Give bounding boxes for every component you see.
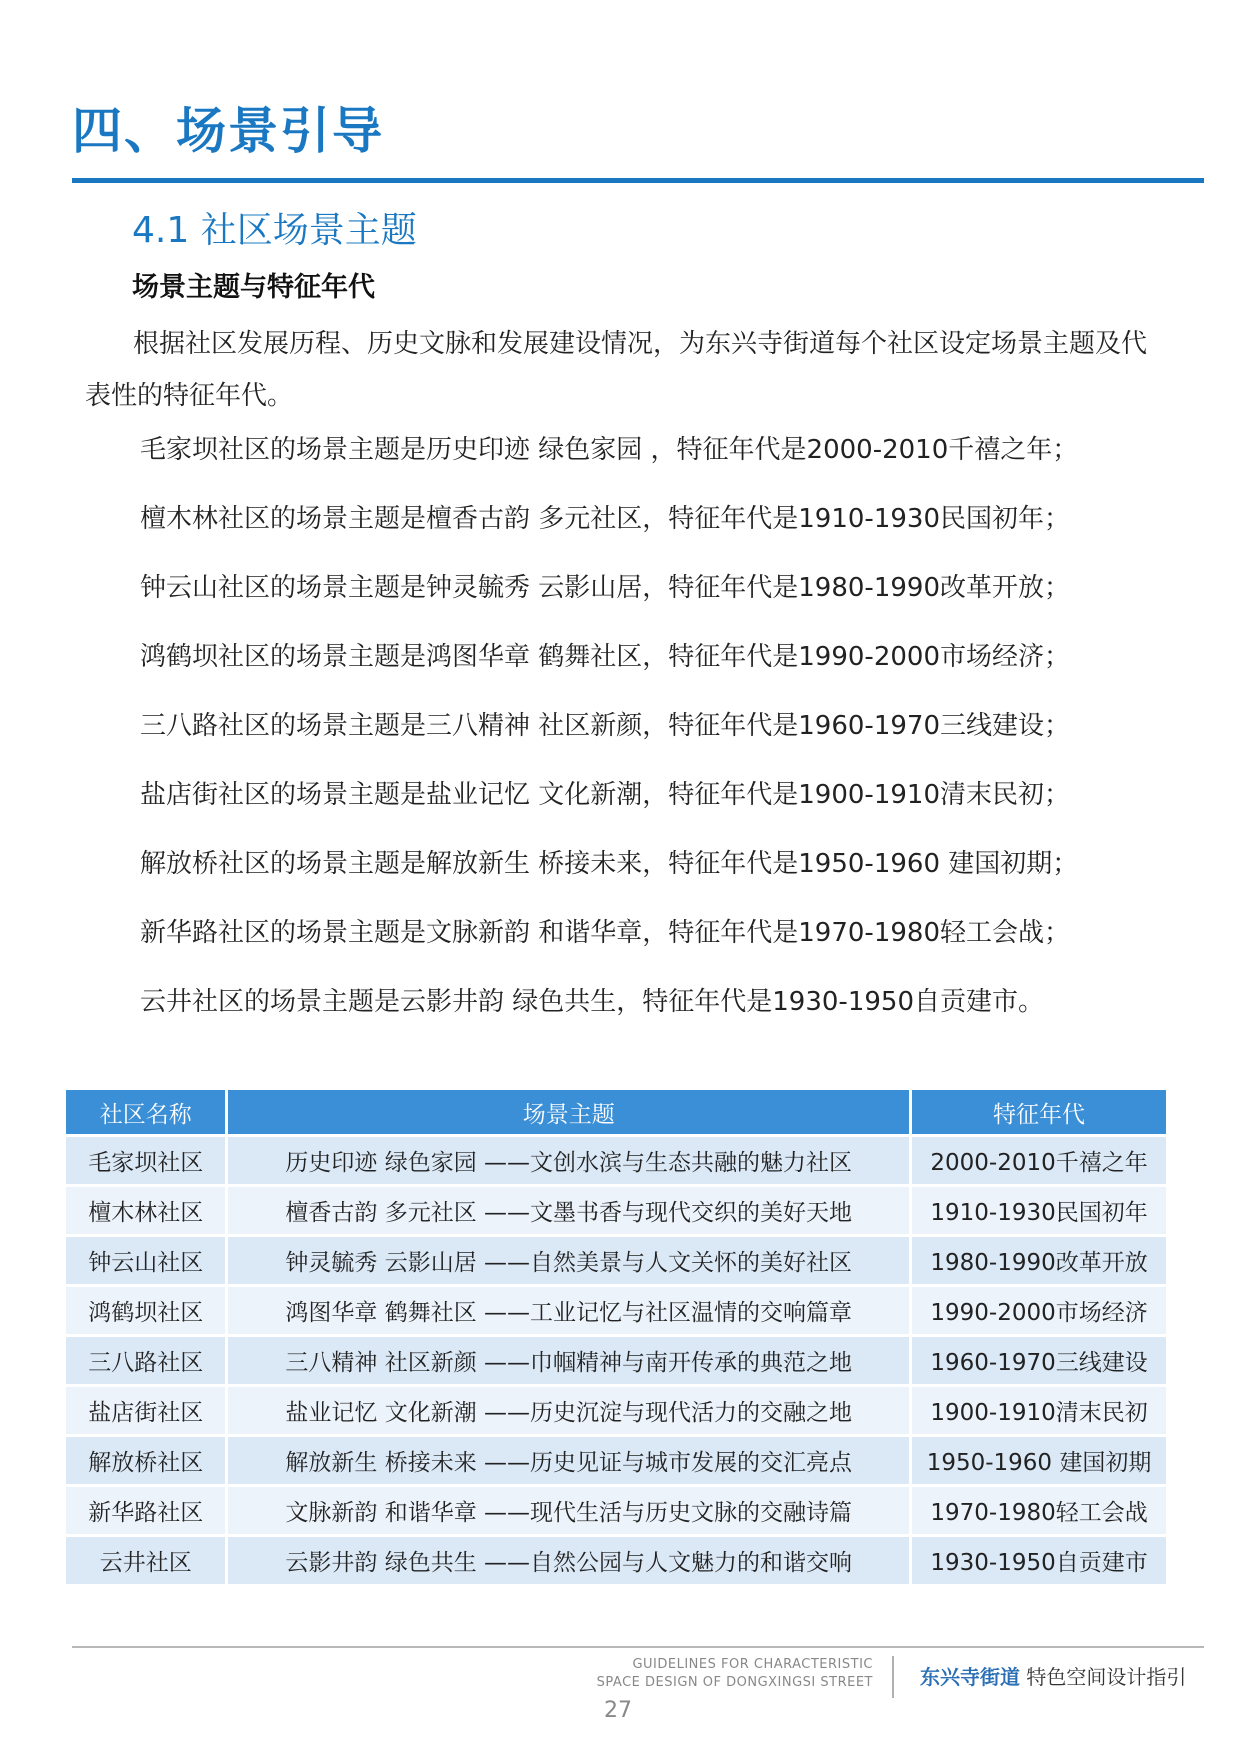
- page-number: 27: [604, 1698, 632, 1723]
- table-header: [66, 1090, 1166, 1136]
- chapter-rule: [72, 178, 1204, 183]
- footer-english-line-2: SPACE DESIGN OF DONGXINGSI STREET: [596, 1675, 873, 1690]
- header-era: 特征年代: [911, 1090, 1166, 1136]
- theme-statement: 毛家坝社区的场景主题是历史印迹 绿色家园 ，特征年代是2000-2010千禧之年；: [140, 435, 1079, 465]
- cell-era: 1930-1950自贡建市: [911, 1536, 1166, 1585]
- cell-era: 1970-1980轻工会战: [911, 1486, 1166, 1536]
- table-row: [66, 1436, 1166, 1486]
- cell-era: 1910-1930民国初年: [911, 1186, 1166, 1236]
- table-row: [66, 1286, 1166, 1336]
- theme-table-wrap: [66, 1090, 1166, 1584]
- theme-statement-list: [140, 428, 1200, 1049]
- theme-table: [66, 1090, 1166, 1584]
- theme-statement: 三八路社区的场景主题是三八精神 社区新颜，特征年代是1960-1970三线建设；: [140, 711, 1070, 741]
- sub-heading: 场景主题与特征年代: [132, 272, 375, 303]
- table-row: [66, 1186, 1166, 1236]
- footer-doc-title: 特色空间设计指引: [1020, 1665, 1187, 1689]
- footer-english-line-1: GUIDELINES FOR CHARACTERISTIC: [632, 1657, 873, 1672]
- cell-scene-theme: 檀香古韵 多元社区 ——文墨书香与现代交织的美好天地: [227, 1186, 911, 1236]
- table-row: [66, 1536, 1166, 1585]
- footer-divider: [892, 1656, 894, 1698]
- cell-scene-theme: 解放新生 桥接未来 ——历史见证与城市发展的交汇亮点: [227, 1436, 911, 1486]
- footer-chinese-title: [920, 1662, 1186, 1692]
- cell-community-name: 鸿鹤坝社区: [66, 1286, 227, 1336]
- table-row: [66, 1136, 1166, 1186]
- table-row: [66, 1386, 1166, 1436]
- chapter-title: 四、场景引导: [72, 102, 384, 160]
- cell-community-name: 解放桥社区: [66, 1436, 227, 1486]
- cell-community-name: 檀木林社区: [66, 1186, 227, 1236]
- cell-community-name: 盐店街社区: [66, 1386, 227, 1436]
- table-row: [66, 1486, 1166, 1536]
- table-header-row: [66, 1090, 1166, 1136]
- cell-era: 1980-1990改革开放: [911, 1236, 1166, 1286]
- cell-era: 1990-2000市场经济: [911, 1286, 1166, 1336]
- theme-statement: 鸿鹤坝社区的场景主题是鸿图华章 鹤舞社区，特征年代是1990-2000市场经济；: [140, 642, 1070, 672]
- cell-era: 2000-2010千禧之年: [911, 1136, 1166, 1186]
- cell-era: 1900-1910清末民初: [911, 1386, 1166, 1436]
- cell-community-name: 云井社区: [66, 1536, 227, 1585]
- header-scene-theme: 场景主题: [227, 1090, 911, 1136]
- cell-scene-theme: 盐业记忆 文化新潮 ——历史沉淀与现代活力的交融之地: [227, 1386, 911, 1436]
- cell-era: 1960-1970三线建设: [911, 1336, 1166, 1386]
- cell-community-name: 三八路社区: [66, 1336, 227, 1386]
- cell-scene-theme: 历史印迹 绿色家园 ——文创水滨与生态共融的魅力社区: [227, 1136, 911, 1186]
- cell-era: 1950-1960 建国初期: [911, 1436, 1166, 1486]
- theme-statement: 解放桥社区的场景主题是解放新生 桥接未来，特征年代是1950-1960 建国初期；: [140, 849, 1079, 879]
- cell-community-name: 钟云山社区: [66, 1236, 227, 1286]
- intro-paragraph: 根据社区发展历程、历史文脉和发展建设情况，为东兴寺街道每个社区设定场景主题及代表性的特征年代。: [85, 329, 1148, 411]
- cell-scene-theme: 文脉新韵 和谐华章 ——现代生活与历史文脉的交融诗篇: [227, 1486, 911, 1536]
- table-row: [66, 1236, 1166, 1286]
- theme-statement: 云井社区的场景主题是云影井韵 绿色共生，特征年代是1930-1950自贡建市。: [140, 987, 1044, 1017]
- theme-statement: 新华路社区的场景主题是文脉新韵 和谐华章，特征年代是1970-1980轻工会战；: [140, 918, 1070, 948]
- cell-community-name: 新华路社区: [66, 1486, 227, 1536]
- cell-scene-theme: 云影井韵 绿色共生 ——自然公园与人文魅力的和谐交响: [227, 1536, 911, 1585]
- footer-english-title: [597, 1656, 873, 1692]
- theme-statement: 檀木林社区的场景主题是檀香古韵 多元社区，特征年代是1910-1930民国初年；: [140, 504, 1070, 534]
- cell-community-name: 毛家坝社区: [66, 1136, 227, 1186]
- section-title: 4.1 社区场景主题: [132, 210, 417, 251]
- footer-rule: [72, 1646, 1204, 1648]
- footer-brand: 东兴寺街道: [920, 1665, 1020, 1689]
- table-row: [66, 1336, 1166, 1386]
- cell-scene-theme: 三八精神 社区新颜 ——巾帼精神与南开传承的典范之地: [227, 1336, 911, 1386]
- cell-scene-theme: 鸿图华章 鹤舞社区 ——工业记忆与社区温情的交响篇章: [227, 1286, 911, 1336]
- theme-statement: 钟云山社区的场景主题是钟灵毓秀 云影山居，特征年代是1980-1990改革开放；: [140, 573, 1070, 603]
- table-body: [66, 1136, 1166, 1585]
- cell-scene-theme: 钟灵毓秀 云影山居 ——自然美景与人文关怀的美好社区: [227, 1236, 911, 1286]
- theme-statement: 盐店街社区的场景主题是盐业记忆 文化新潮，特征年代是1900-1910清末民初；: [140, 780, 1070, 810]
- header-community-name: 社区名称: [66, 1090, 227, 1136]
